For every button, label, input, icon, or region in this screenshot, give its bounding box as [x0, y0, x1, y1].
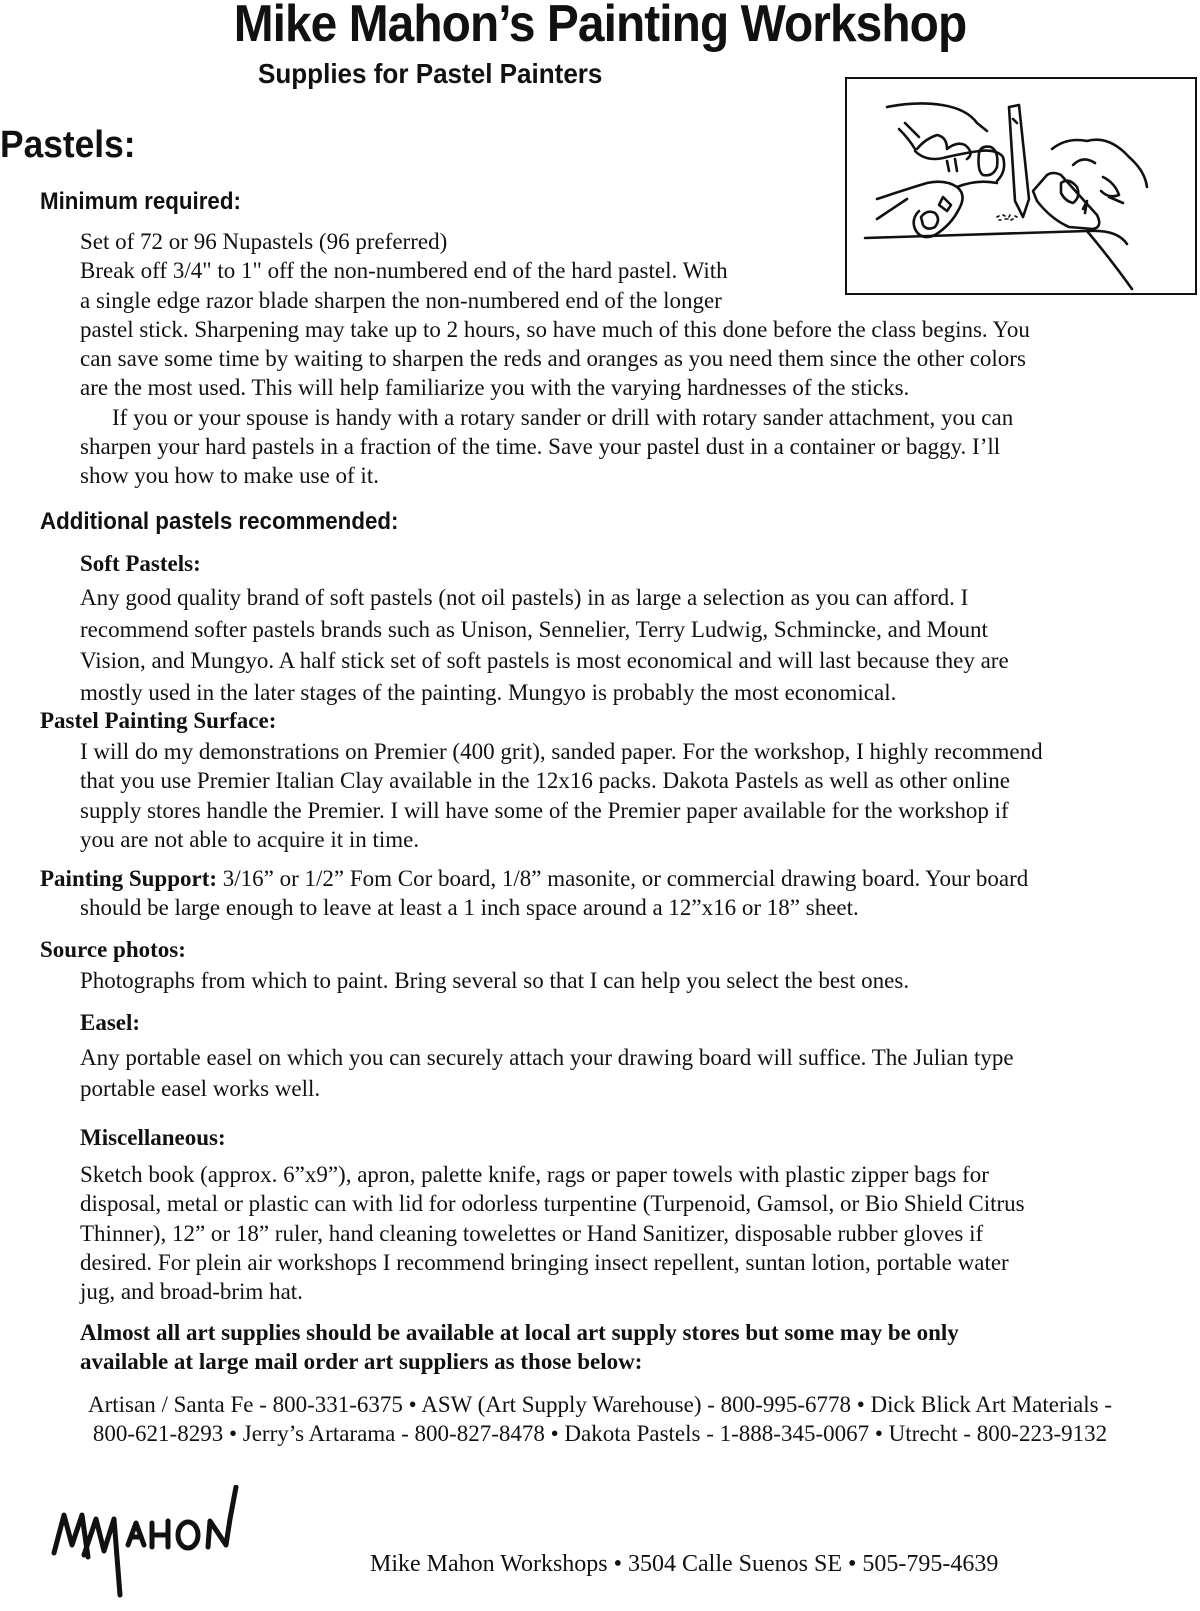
text-line: 3/16” or 1/2” Fom Cor board, 1/8” masonite, or commercial drawing board. Your board: [217, 866, 1029, 891]
vendor-line: 800-621-8293 • Jerry’s Artarama - 800-827-8478 • Dakota Pastels - 1-888-345-0067 • Utrecht - 800-223-9132: [92, 1421, 1108, 1446]
minimum-required-text: [80, 227, 1030, 491]
text-line: recommend softer pastels brands such as Unison, Sennelier, Terry Ludwig, Schmincke, and Mount: [80, 616, 988, 642]
heading-painting-support: Painting Support:: [40, 866, 218, 891]
text-line: available at large mail order art suppliers as those below:: [80, 1349, 643, 1375]
text-line: sharpen your hard pastels in a fraction of the time. Save your pastel dust in a container or baggy. I’ll: [80, 434, 1001, 460]
text-line: supply stores handle the Premier. I will have some of the Premier paper available for the workshop if: [80, 797, 1009, 823]
text-line: show you how to make use of it.: [80, 463, 379, 489]
heading-painting-surface: Pastel Painting Surface:: [40, 708, 277, 733]
heading-easel: Easel:: [80, 1010, 141, 1035]
text-line: are the most used. This will help familiarize you with the varying hardnesses of the sticks.: [80, 375, 910, 401]
text-line: portable easel works well.: [80, 1076, 321, 1101]
text-line: Sketch book (approx. 6”x9”), apron, palette knife, rags or paper towels with plastic zipper bags for: [80, 1162, 989, 1187]
text-line: Any good quality brand of soft pastels (not oil pastels) in as large a selection as you can afford. I: [80, 585, 969, 610]
text-line: a single edge razor blade sharpen the non-numbered end of the longer: [80, 287, 722, 313]
text-line: Thinner), 12” or 18” ruler, hand cleaning towelettes or Hand Sanitizer, disposable rubber gloves if: [80, 1220, 984, 1246]
text-line: Photographs from which to paint. Bring several so that I can help you select the best ones.: [80, 968, 910, 993]
text-line: If you or your spouse is handy with a rotary sander or drill with rotary sander attachment, you can: [112, 404, 1014, 430]
signature-icon: [48, 1485, 308, 1600]
text-line: Any portable easel on which you can securely attach your drawing board will suffice. The Julian type: [80, 1045, 1014, 1070]
section-heading-pastels: Pastels:: [0, 124, 136, 166]
text-line: Set of 72 or 96 Nupastels (96 preferred): [80, 229, 448, 254]
text-line: I will do my demonstrations on Premier (400 grit), sanded paper. For the workshop, I highly recommend: [80, 739, 1043, 764]
vendor-list: [0, 1390, 1200, 1448]
text-line: pastel stick. Sharpening may take up to 2 hours, so have much of this done before the class begins. You: [80, 316, 1030, 342]
text-line: should be large enough to leave at least a 1 inch space around a 12”x16 or 18” sheet.: [80, 895, 859, 920]
vendor-line: Artisan / Santa Fe - 800-331-6375 • ASW (Art Supply Warehouse) - 800-995-6778 • Dick Blick Art Materials -: [88, 1392, 1112, 1417]
page-subtitle: Supplies for Pastel Painters: [258, 58, 603, 89]
miscellaneous-text: [80, 1160, 1025, 1306]
page-title: Mike Mahon’s Painting Workshop: [233, 0, 967, 53]
text-line: Vision, and Mungyo. A half stick set of soft pastels is most economical and will last because they are: [80, 648, 1009, 673]
text-line: can save some time by waiting to sharpen the reds and oranges as you need them since the other colors: [80, 346, 1026, 372]
text-line: jug, and broad-brim hat.: [80, 1279, 303, 1305]
heading-source-photos: Source photos:: [40, 937, 186, 962]
text-line: you are not able to acquire it in time.: [80, 826, 420, 852]
easel-text: [80, 1042, 1014, 1104]
text-line: mostly used in the later stages of the painting. Mungyo is probably the most economical.: [80, 679, 897, 705]
text-line: Break off 3/4" to 1" off the non-numbered end of the hard pastel. With: [80, 258, 728, 284]
heading-miscellaneous: Miscellaneous:: [80, 1125, 226, 1150]
text-line: disposal, metal or plastic can with lid for odorless turpentine (Turpenoid, Gamsol, or Bio Shield Citrus: [80, 1191, 1025, 1217]
painting-support-line: [40, 864, 1028, 893]
text-line: Almost all art supplies should be available at local art supply stores but some may be only: [80, 1320, 959, 1345]
text-line: that you use Premier Italian Clay available in the 12x16 packs. Dakota Pastels as well as other online: [80, 768, 1010, 794]
text-line: desired. For plein air workshops I recommend bringing insect repellent, suntan lotion, portable water: [80, 1249, 1009, 1275]
supplier-note: [80, 1318, 959, 1377]
soft-pastels-text: [80, 582, 1009, 708]
footer-contact: Mike Mahon Workshops • 3504 Calle Suenos SE • 505-795-4639: [370, 1551, 999, 1577]
signature-logo: [48, 1485, 308, 1600]
painting-surface-text: [80, 737, 1043, 854]
heading-soft-pastels: Soft Pastels:: [80, 551, 201, 576]
heading-minimum-required: Minimum required:: [40, 188, 241, 215]
heading-additional-pastels: Additional pastels recommended:: [40, 508, 399, 535]
